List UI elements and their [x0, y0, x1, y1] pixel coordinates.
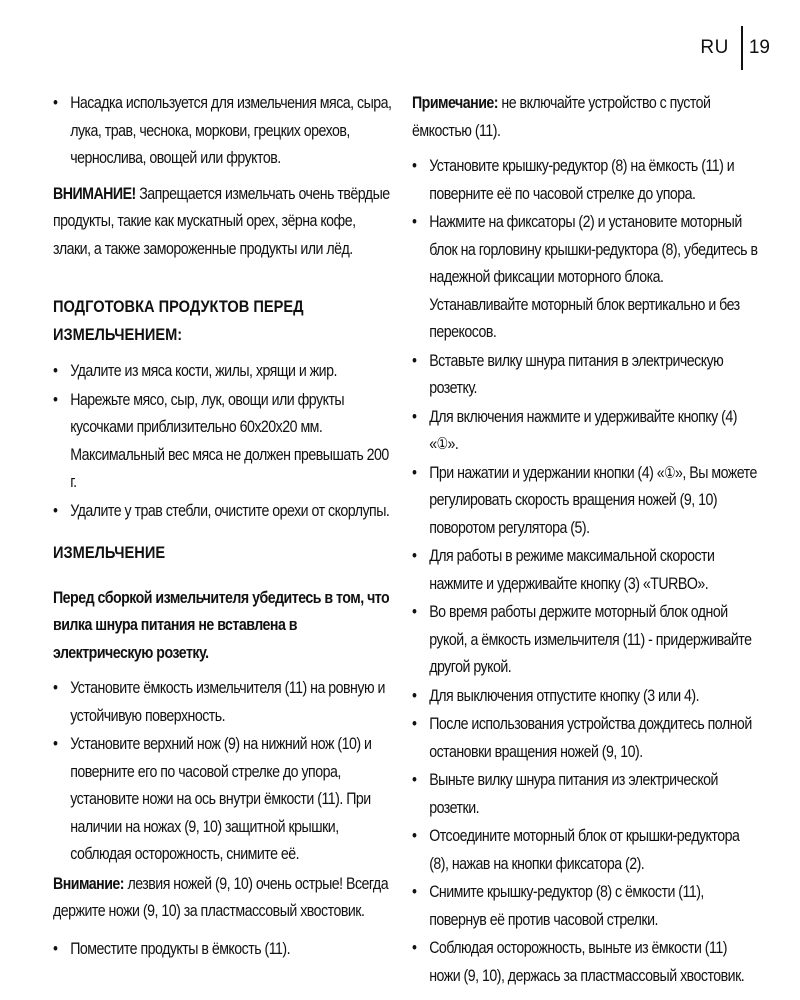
- left-column: [53, 90, 396, 971]
- page-header: [700, 26, 770, 70]
- note-label: Примечание:: [412, 94, 498, 112]
- note-paragraph: [412, 90, 759, 145]
- note-text: не включайте устройство с пустой ёмкостью (11).: [412, 94, 711, 140]
- attention-text: лезвия ножей (9, 10) очень острые! Всегда держите ножи (9, 10) за пластмассовый хвостовик.: [53, 874, 389, 920]
- list-item: • После использования устройства дождитесь полной остановки вращения ножей (9, 10).: [412, 711, 759, 766]
- warning-paragraph: [53, 181, 395, 264]
- list-item: • Во время работы держите моторный блок одной рукой, а ёмкость измельчителя (11) - придерживайте другой рукой.: [412, 599, 759, 682]
- assembly-list: [53, 675, 395, 869]
- list-item: • Нажмите на фиксаторы (2) и установите моторный блок на горловину крышки-редуктора (8), убедитесь в надежной фиксации моторного блока. Устанавливайте моторный блок вертикально и без перекосов.: [412, 209, 759, 347]
- list-item: • При нажатии и удержании кнопки (4) «①», Вы можете регулировать скорость вращения ножей (9, 10) поворотом регулятора (5).: [412, 460, 759, 543]
- intro-list: [53, 90, 395, 173]
- warning-text: Запрещается измельчать очень твёрдые продукты, такие как мускатный орех, зёрна кофе, злаки, а также замороженные продукты или лёд.: [53, 184, 390, 258]
- list-item: • Насадка используется для измельчения мяса, сыра, лука, трав, чеснока, моркови, грецких орехов, чернослива, овощей или фруктов.: [53, 90, 395, 173]
- preparation-list: [53, 358, 395, 525]
- warning-label: ВНИМАНИЕ!: [53, 184, 136, 203]
- page-number: 19: [748, 37, 770, 58]
- list-item: • Отсоедините моторный блок от крышки-редуктора (8), нажав на кнопки фиксатора (2).: [412, 823, 759, 878]
- list-item: • Соблюдая осторожность, выньте из ёмкости (11) ножи (9, 10), держась за пластмассовый хвостовик.: [412, 935, 759, 990]
- list-item: • Установите верхний нож (9) на нижний нож (10) и поверните его по часовой стрелке до упора, установите ножи на ось внутри ёмкости (11). При наличии на ножах (9, 10) защитной крышки, соблюдая осторожность, снимите её.: [53, 731, 395, 869]
- list-item: • Установите ёмкость измельчителя (11) на ровную и устойчивую поверхность.: [53, 675, 395, 730]
- right-column: [412, 90, 760, 998]
- list-item: • Выньте вилку шнура питания из электрической розетки.: [412, 767, 759, 822]
- list-item: • Вставьте вилку шнура питания в электрическую розетку.: [412, 348, 759, 403]
- operation-list: [412, 153, 759, 990]
- attention-label: Внимание:: [53, 874, 125, 893]
- safety-paragraph: Перед сборкой измельчителя убедитесь в том, что вилка шнура питания не вставлена в электрическую розетку.: [53, 588, 390, 662]
- section-heading-chopping: ИЗМЕЛЬЧЕНИЕ: [53, 543, 166, 562]
- list-item: • Для работы в режиме максимальной скорости нажмите и удерживайте кнопку (3) «TURBO».: [412, 543, 759, 598]
- list-item: • Для выключения отпустите кнопку (3 или 4).: [412, 683, 759, 711]
- language-label: RU: [700, 37, 729, 58]
- list-item: • Снимите крышку-редуктор (8) с ёмкости (11), повернув её против часовой стрелки.: [412, 879, 759, 934]
- section-heading-preparation: ПОДГОТОВКА ПРОДУКТОВ ПЕРЕД ИЗМЕЛЬЧЕНИЕМ:: [53, 297, 304, 344]
- list-item: • Поместите продукты в ёмкость (11).: [53, 936, 395, 964]
- list-item: • Удалите у трав стебли, очистите орехи от скорлупы.: [53, 498, 395, 526]
- attention-paragraph: [53, 871, 395, 926]
- list-item: • Установите крышку-редуктор (8) на ёмкость (11) и поверните её по часовой стрелке до упора.: [412, 153, 759, 208]
- list-item: • Удалите из мяса кости, жилы, хрящи и жир.: [53, 358, 395, 386]
- list-item: • Нарежьте мясо, сыр, лук, овощи или фрукты кусочками приблизительно 60х20х20 мм. Максимальный вес мяса не должен превышать 200 г.: [53, 387, 395, 497]
- final-list: [53, 936, 395, 964]
- list-item: • Для включения нажмите и удерживайте кнопку (4) «①».: [412, 404, 759, 459]
